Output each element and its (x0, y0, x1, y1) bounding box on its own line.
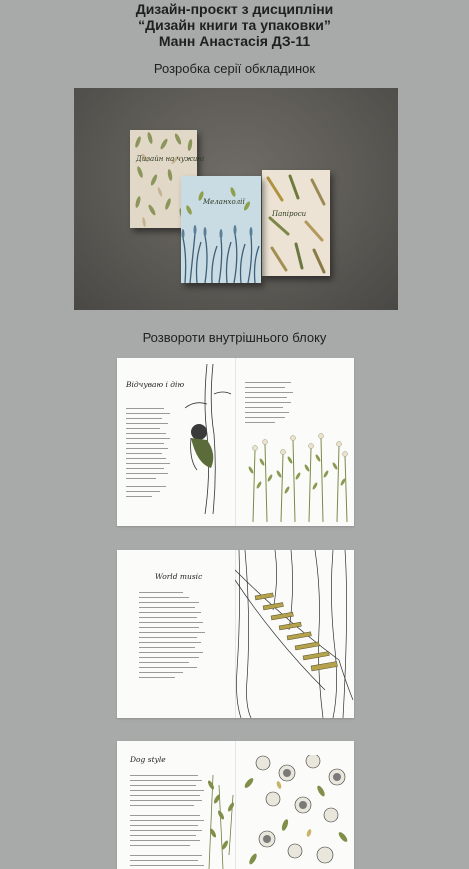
text-line (139, 597, 189, 598)
text-line (139, 637, 197, 638)
text-line (245, 412, 289, 413)
text-line (139, 657, 199, 658)
cover-book-3 (262, 170, 330, 276)
text-line (126, 491, 160, 492)
text-line (130, 865, 204, 866)
grass-pattern-illustration (181, 176, 261, 283)
text-line (245, 402, 291, 403)
woman-tree-illustration (177, 364, 233, 514)
text-line (245, 387, 285, 388)
text-line (245, 407, 283, 408)
text-line (139, 642, 201, 643)
text-line (130, 805, 194, 806)
covers-mockup-photo (74, 88, 398, 310)
text-line (130, 790, 204, 791)
cigarettes-pattern-illustration (262, 170, 330, 276)
text-line (130, 785, 196, 786)
cover-2-title: Меланхолії (203, 198, 245, 206)
text-line (126, 418, 162, 419)
spread-1 (117, 358, 354, 526)
cover-1-title: Дизайн на чужині (136, 155, 205, 163)
text-line (130, 860, 198, 861)
text-line (139, 647, 195, 648)
spread-3-title: Dog style (130, 755, 166, 764)
text-line (126, 428, 160, 429)
cover-book-2 (181, 176, 261, 283)
text-line (126, 433, 166, 434)
text-line (130, 795, 200, 796)
spreads-section-title: Розвороти внутрішнього блоку (142, 330, 327, 345)
text-line (130, 815, 200, 816)
text-line (139, 662, 189, 663)
text-line (126, 486, 166, 487)
text-line (139, 667, 197, 668)
text-line (126, 496, 152, 497)
spread-2 (117, 550, 354, 718)
spread-3 (117, 741, 354, 869)
spread-1-gutter (235, 358, 236, 526)
header-line-2: “Дизайн книги та упаковки” (138, 17, 331, 33)
spread-1-title: Відчуваю і дію (126, 380, 185, 389)
text-line (130, 780, 202, 781)
text-line (126, 423, 168, 424)
covers-section-title: Розробка серії обкладинок (153, 61, 316, 76)
text-line (126, 458, 166, 459)
candies-herbs-illustration (203, 755, 354, 869)
text-line (139, 632, 205, 633)
header-line-1: Дизайн-проєкт з дисципліни (135, 1, 334, 17)
text-line (126, 473, 168, 474)
text-line (139, 602, 199, 603)
text-line (130, 855, 202, 856)
text-line (139, 607, 195, 608)
text-line (139, 612, 201, 613)
text-line (139, 652, 203, 653)
text-line (130, 840, 200, 841)
header-line-3: Манн Анастасія ДЗ-11 (158, 33, 311, 49)
text-line (130, 845, 190, 846)
text-line (126, 438, 170, 439)
header (0, 0, 469, 49)
spread-2-title: World music (155, 572, 203, 581)
text-line (139, 677, 175, 678)
text-line (130, 830, 202, 831)
text-line (130, 825, 198, 826)
text-line (126, 448, 168, 449)
text-line (130, 775, 198, 776)
text-line (130, 820, 204, 821)
text-line (139, 617, 197, 618)
text-line (245, 382, 291, 383)
text-line (139, 592, 183, 593)
text-line (130, 800, 202, 801)
text-line (139, 622, 203, 623)
text-line (126, 453, 162, 454)
text-line (245, 417, 285, 418)
plants-illustration (247, 430, 351, 522)
text-line (139, 672, 183, 673)
text-line (126, 463, 170, 464)
text-line (126, 468, 164, 469)
text-line (245, 397, 287, 398)
text-line (245, 422, 275, 423)
text-line (126, 408, 164, 409)
text-line (139, 627, 199, 628)
text-line (126, 478, 156, 479)
text-line (130, 835, 196, 836)
cover-3-title: Папіроси (272, 210, 307, 218)
text-line (126, 443, 164, 444)
rope-bridge-illustration (235, 550, 354, 718)
text-line (126, 413, 170, 414)
text-line (245, 392, 293, 393)
